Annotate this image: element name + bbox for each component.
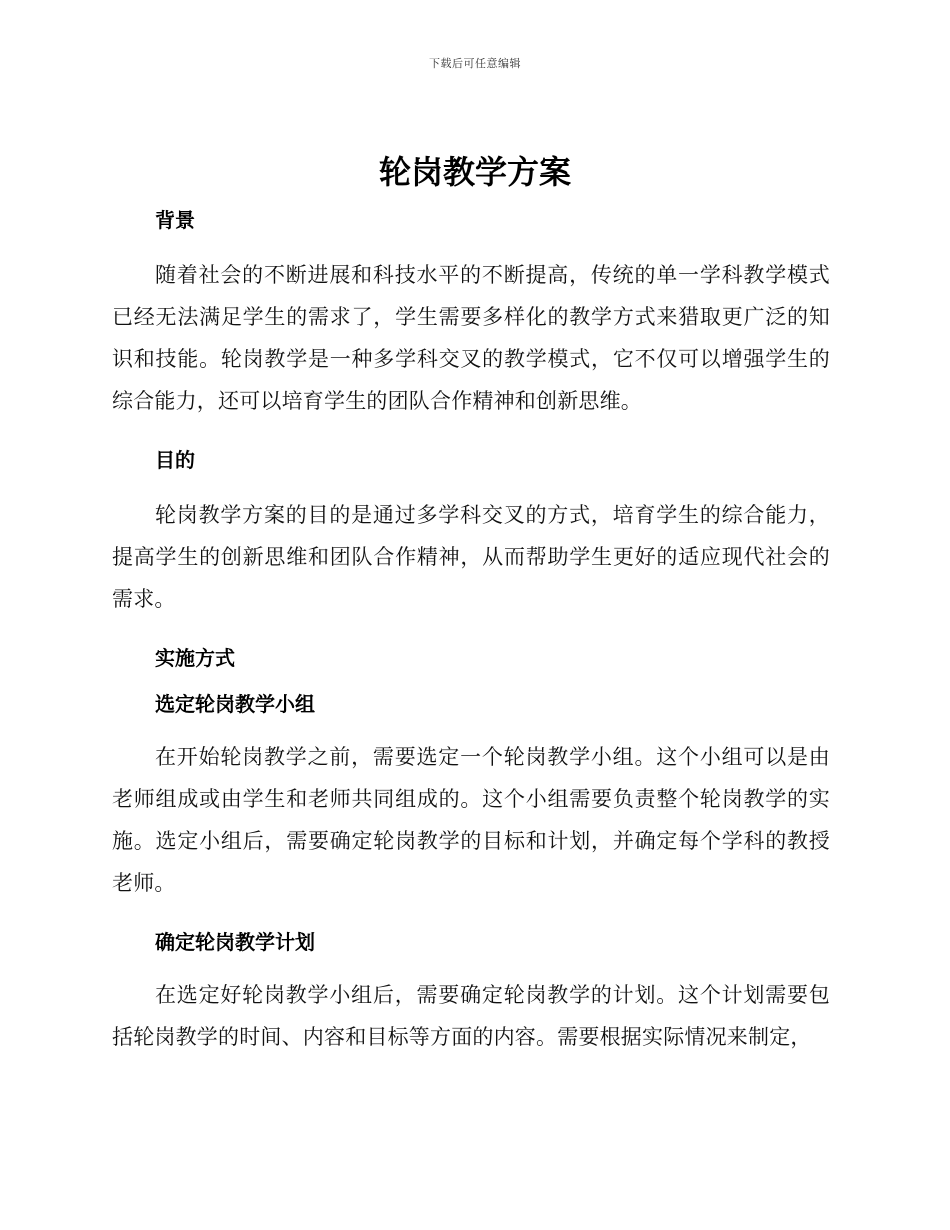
- document-body: [112, 200, 830, 1058]
- section-text-background: 随着社会的不断进展和科技水平的不断提高，传统的单一学科教学模式已经无法满足学生的需求了，学生需要多样化的教学方式来猎取更广泛的知识和技能。轮岗教学是一种多学科交叉的教学模式，它不仅可以增强学生的综合能力，还可以培育学生的团队合作精神和创新思维。: [112, 263, 830, 413]
- section-text-goal: 轮岗教学方案的目的是通过多学科交叉的方式，培育学生的综合能力，提高学生的创新思维和团队合作精神，从而帮助学生更好的适应现代社会的需求。: [112, 503, 830, 611]
- section-heading-implementation: 实施方式: [155, 646, 235, 670]
- section-heading-background: 背景: [155, 208, 195, 232]
- document-title: 轮岗教学方案: [378, 153, 571, 191]
- subsection-text-plan: 在选定好轮岗教学小组后，需要确定轮岗教学的计划。这个计划需要包括轮岗教学的时间、内容和目标等方面的内容。需要根据实际情况来制定，: [112, 983, 830, 1049]
- subsection-heading-select-group: 选定轮岗教学小组: [155, 692, 315, 716]
- subsection-heading-plan: 确定轮岗教学计划: [155, 930, 315, 954]
- subsection-text-select-group: 在开始轮岗教学之前，需要选定一个轮岗教学小组。这个小组可以是由老师组成或由学生和老师共同组成的。这个小组需要负责整个轮岗教学的实施。选定小组后，需要确定轮岗教学的目标和计划，并确定每个学科的教授老师。: [112, 745, 830, 895]
- header-note: 下载后可任意编辑: [429, 57, 521, 70]
- section-heading-goal: 目的: [155, 448, 195, 472]
